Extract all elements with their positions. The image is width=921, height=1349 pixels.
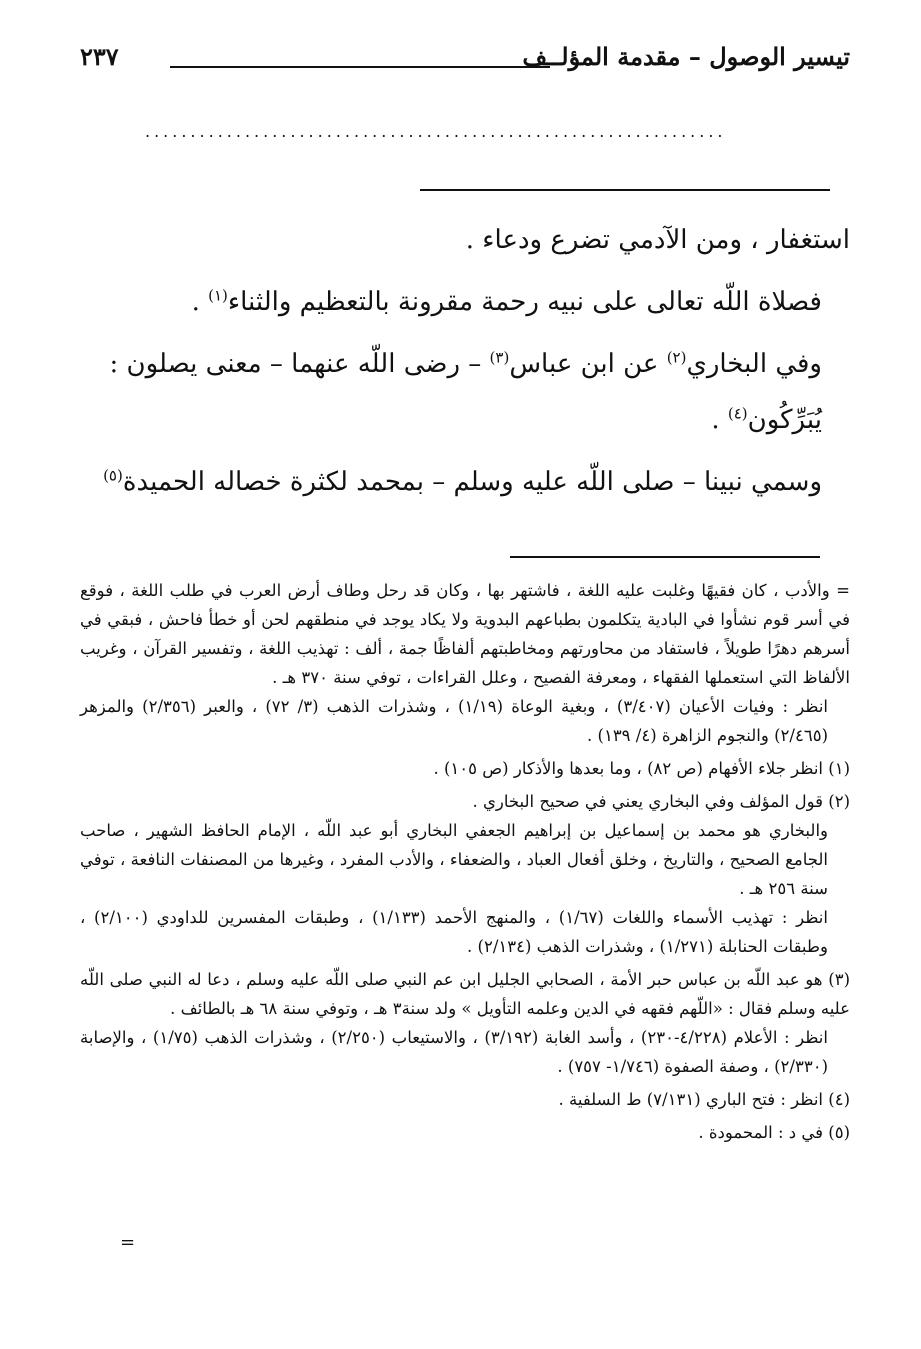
footnote-rule — [510, 556, 820, 558]
footnote-3: (٣) هو عبد اللّه بن عباس حبر الأمة ، الصحابي الجليل ابن عم النبي صلى اللّه عليه وسلم ، دعا له النبي صلى اللّه عليه وسلم فقال : «اللّهم فقهه في الدين وعلمه التأويل » ولد سنة٣ هـ ، وتوفي سنة ٦٨ هـ بالطائف . — [80, 970, 850, 1018]
page-header — [80, 42, 850, 92]
dotted-separator: ................................................................ — [145, 122, 727, 141]
paragraph-3-end: . — [711, 405, 728, 435]
paragraph-4-text: وسمي نبينا – صلى اللّه عليه وسلم – بمحمد لكثرة خصاله الحميدة — [122, 467, 822, 497]
paragraph-3 — [80, 336, 850, 448]
paragraph-3-text-c: – رضى اللّه عنهما – معنى يصلون : يُبَرِّكُون — [109, 349, 822, 435]
footnote-ref-3[interactable]: (٣) — [489, 348, 510, 367]
page-number: ٢٣٧ — [80, 42, 119, 71]
footnote-ref-5[interactable]: (٥) — [103, 466, 123, 485]
paragraph-2 — [80, 274, 850, 330]
paragraph-3-text-a: وفي البخاري — [686, 349, 822, 379]
paragraph-2-end: . — [191, 287, 209, 317]
footnote-3-refs: انظر : الأعلام (٤/٢٢٨-٢٣٠) ، وأسد الغابة (٣/١٩٢) ، والاستيعاب (٢/٢٥٠) ، وشذرات الذهب (١/٧٥) ، والإصابة (٢/٣٣٠) ، وصفة الصفوة (١/٧٤٦- ٧٥٧) . — [80, 1028, 828, 1076]
footnote-4: (٤) انظر : فتح الباري (٧/١٣١) ط السلفية . — [558, 1090, 850, 1109]
paragraph-3-text-b: عن ابن عباس — [509, 349, 667, 379]
paragraph-4 — [80, 454, 850, 510]
footnote-1: (١) انظر جلاء الأفهام (ص ٨٢) ، وما بعدها والأذكار (ص ١٠٥) . — [433, 759, 850, 778]
paragraph-2-text: فصلاة اللّه تعالى على نبيه رحمة مقرونة بالتعظيم والثناء — [227, 287, 822, 317]
footnote-continuation-refs: انظر : وفيات الأعيان (٣/٤٠٧) ، وبغية الوعاة (١/١٩) ، وشذرات الذهب (٣/ ٧٢) ، والعبر (٢/٣٥٦) والمزهر (٢/٤٦٥) والنجوم الزاهرة (٤/ ١٣٩) . — [80, 697, 829, 745]
section-rule — [420, 189, 830, 191]
main-text — [80, 212, 850, 510]
footnotes — [80, 576, 850, 1147]
running-title: تيسير الوصول – مقدمة المؤلــف — [522, 42, 850, 71]
paragraph-1: استغفار ، ومن الآدمي تضرع ودعاء . — [465, 225, 850, 255]
footnote-2-refs: انظر : تهذيب الأسماء واللغات (١/٦٧) ، والمنهج الأحمد (١/١٣٣) ، وطبقات المفسرين للداودي (٢/١٠٠) ، وطبقات الحنابلة (١/٢٧١) ، وشذرات الذهب (٢/١٣٤) . — [80, 908, 828, 956]
footnote-2: (٢) قول المؤلف وفي البخاري يعني في صحيح البخاري . — [472, 792, 850, 811]
footnote-ref-2[interactable]: (٢) — [666, 348, 687, 367]
footnote-ref-1[interactable]: (١) — [208, 286, 228, 305]
footnote-5: (٥) في د : المحمودة . — [698, 1123, 850, 1142]
footnote-ref-4[interactable]: (٤) — [727, 404, 748, 423]
footnote-2-bio: والبخاري هو محمد بن إسماعيل بن إبراهيم الجعفي البخاري أبو عبد اللّه ، الإمام الحافظ الشهير ، صاحب الجامع الصحيح ، والتاريخ ، وخلق أفعال العباد ، والضعفاء ، والأدب المفرد ، وغيرها من المصنفات النافعة ، توفي سنة ٢٥٦ هـ . — [80, 821, 828, 898]
continuation-mark: = — [120, 1232, 136, 1253]
footnote-continuation: = والأدب ، كان فقيهًا وغلبت عليه اللغة ، فاشتهر بها ، وكان قد رحل وطاف أرض العرب في طلب اللغة ، فوقع في أسر قوم نشأوا في البادية يتكلمون بطباعهم البدوية ولا يكاد يوجد في منطقهم لحن أو خطأ فاحش ، فبقي في أسرهم دهرًا طويلاً ، فاستفاد من محاورتهم ومخاطبتهم ألفاظًا جمة ، ألف : تهذيب اللغة ، وتفسير القرآن ، وغريب الألفاظ التي استعملها الفقهاء ، ومعرفة الفصيح ، وعلل القراءات ، توفي سنة ٣٧٠ هـ . — [80, 581, 850, 687]
header-rule — [170, 66, 550, 68]
